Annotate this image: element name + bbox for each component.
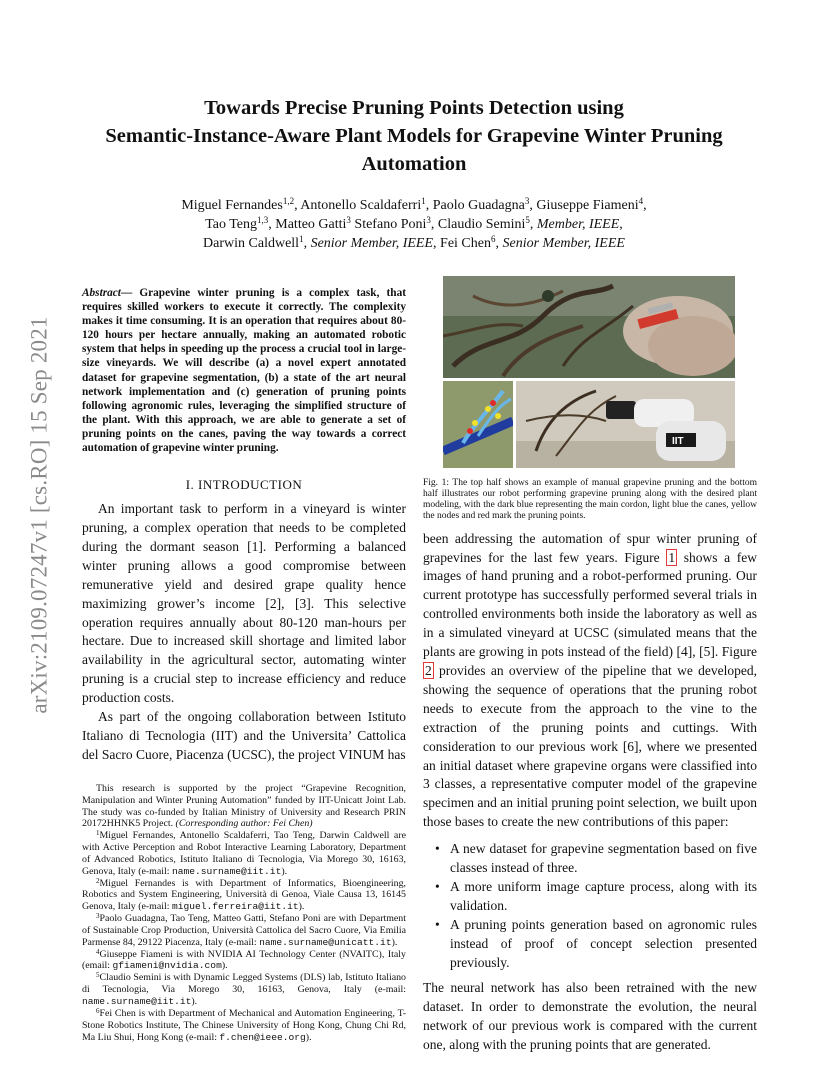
manual-pruning-photo [443, 276, 735, 378]
right-paragraph-1 [423, 530, 757, 833]
affiliation-mark: 3 [524, 196, 530, 206]
left-column [82, 286, 406, 1043]
footnote-text: ). [305, 1031, 312, 1043]
author-name: Stefano Poni [350, 217, 427, 232]
figure-reference-link[interactable]: 2 [425, 662, 432, 678]
author-name: , Fei Chen [433, 236, 491, 251]
email-address[interactable]: name.surname@iit.it [82, 996, 192, 1007]
footnotes [82, 783, 406, 1044]
robot-pruning-photo [516, 381, 735, 468]
affiliation-mark: 1 [299, 234, 304, 244]
affiliation-mark: 6 [490, 234, 496, 244]
affiliation-mark: 5 [525, 215, 530, 225]
footnote-text: Miguel Fernandes is with Department of Informatics, Bioengineering, Robotics and System Engineering, Università di Genoa, Viale Causa 13, 16145 Genova, Italy (e-mail: [82, 877, 406, 913]
footnote-text: ). [191, 996, 198, 1007]
right-column [423, 276, 757, 1055]
paper-title [60, 94, 768, 178]
title-line-3: Automation [361, 153, 467, 175]
footnote-text: Claudio Semini is with Dynamic Legged Systems (DLS) lab, Istituto Italiano di Tecnologia, Via Morego 30, 16163, Genova, Italy (e-mail: [82, 972, 406, 996]
footnote-6 [82, 1008, 406, 1044]
footnote-2 [82, 878, 406, 914]
author-name: Darwin Caldwell [203, 236, 300, 251]
footnote-text: ). [298, 901, 305, 913]
right-paragraph-2: The neural network has also been retrained with the new dataset. In order to demonstrate the evolution, the neural network of our previous work is compared with the current one, along with the pruning points that are generated. [423, 980, 757, 1053]
author-block [60, 196, 768, 253]
footnote-text: Fei Chen is with Department of Mechanical and Automation Engineering, T-Stone Robotics Institute, The Chinese University of Hong Kong, Chung Chi Rd, Ma Liu Shui, Hong Kong (e-mail: [82, 1007, 406, 1043]
author-name: Tao Teng [205, 217, 258, 232]
footnote-text: Giuseppe Fiameni is with NVIDIA AI Technology Center (NVAITC), Italy (email: [82, 948, 406, 972]
abstract-dash: — [120, 287, 133, 299]
ieee-grade: Senior Member, IEEE [310, 236, 434, 251]
arxiv-identifier-text: arXiv:2109.07247v1 [cs.RO] 15 Sep 2021 [27, 316, 53, 714]
email-address[interactable]: miguel.ferreira@iit.it [171, 901, 299, 913]
footnote-3 [82, 913, 406, 949]
author-name: , Claudio Semini [430, 217, 526, 232]
footnote-4 [82, 949, 406, 973]
list-item: • A pruning points generation based on agronomic rules instead of proof of concept selection presented previously. [423, 916, 757, 973]
affiliation-mark: 1,3 [257, 215, 269, 225]
affiliation-mark: 1,2 [282, 196, 295, 206]
footnote-text: ). [281, 865, 288, 877]
footnote-text: Miguel Fernandes, Antonello Scaldaferri, Tao Teng, Darwin Caldwell are with Active Perception and Robot Interactive Learning Laboratory, Department of Advanced Robotics, Istituto Italiano di Tecnologia, Via Morego 30, 16163, Genova, Italy (e-mail: [82, 830, 406, 877]
author-name: , Matteo Gatti [268, 217, 347, 232]
ieee-grade: Member, IEEE [536, 217, 620, 232]
author-line-2: Tao Teng$^{1,3}$, Matteo Gatti$^3$ Stefano Poni$^3$, Claudio Semini$^5$, Member, IEEE, [205, 215, 623, 232]
footnote-mark: 4 [96, 947, 100, 956]
affiliation-mark: 3 [426, 215, 431, 225]
intro-paragraph-2: As part of the ongoing collaboration between Istituto Italiano di Tecnologia (IIT) and the Universita’ Cattolica del Sacro Cuore, Piacenza (UCSC), the project VINUM has [82, 709, 406, 762]
footnote-text: ). [221, 960, 228, 972]
plant-model-drawing [443, 381, 513, 468]
email-address[interactable]: f.chen@ieee.org [219, 1031, 306, 1043]
footnote-text: This research is supported by the project “Grapevine Recognition, Manipulation and Winter Pruning Automation” funded by IIT-Unicatt Joint Lab. The study was co-funded by Italian Ministry of University and Research PRIN 20172HHNK5 Project. [82, 782, 406, 830]
list-item: • A more uniform image capture process, along with its validation. [423, 878, 757, 916]
figure-1 [443, 276, 735, 468]
title-line-1: Towards Precise Pruning Points Detection using [204, 97, 624, 119]
email-address[interactable]: gfiameni@nvidia.com [112, 960, 222, 972]
title-line-2: Semantic-Instance-Aware Plant Models for Grapevine Winter Pruning [105, 125, 723, 147]
author-line-1 [60, 196, 768, 215]
arxiv-identifier-stamp [20, 300, 60, 730]
punctuation: , [619, 217, 623, 232]
abstract-text: Grapevine winter pruning is a complex task, that requires skilled workers to execute it correctly. The complexity makes it time consuming. It is an operation that requires about 80-120 hours per hectare annually, making an automated robotic system that helps in speeding up the process a crucial tool in large-size vineyards. We will describe (a) a novel expert annotated dataset for grapevine segmentation, (b) a state of the art neural network implementation and (c) generation of pruning points following agronomic rules, leveraging the simplified structure of the plant. With this approach, we are able to generate a set of pruning points on the canes, paving the way towards a correct automation of grapevine winter pruning. [82, 287, 406, 455]
footnote-text: Paolo Guadagna, Tao Teng, Matteo Gatti, Stefano Poni are with Department of Sustainable Crop Production, Università Cattolica del Sacro Cuore, Via Emilia Parmense 84, 29122 Piacenza, Italy (e-mail: [82, 913, 406, 948]
paragraph-text: provides an overview of the pipeline that we developed, showing the sequence of operations that the pruning robot needs to execute from the approach to the vine to the extraction of the pruning points and cuttings. With consideration to our previous work [6], where we presented an initial dataset where grapevine organs were classified into 3 classes, a representative computer model of the grapevine specimen and an initial pruning point selection, we built upon those bases to create the new contributions of this paper: [423, 662, 757, 830]
robot-arm-drawing [516, 381, 735, 468]
list-item: • A new dataset for grapevine segmentation based on five classes instead of three. [423, 840, 757, 878]
paragraph-text: been addressing the automation of spur winter pruning of grapevines for the last few years. Figure [423, 530, 757, 565]
punctuation: , [643, 198, 647, 213]
section-heading-introduction: I. INTRODUCTION [185, 477, 303, 493]
footnote-mark: 5 [96, 971, 100, 980]
author-name: , Paolo Guadagna [425, 198, 525, 213]
footnote-funding [82, 783, 406, 830]
affiliation-mark: 1 [421, 196, 426, 206]
footnote-mark: 6 [96, 1006, 100, 1015]
abstract [82, 286, 406, 455]
vine-branches-drawing [443, 276, 735, 378]
footnote-mark: 2 [96, 876, 100, 885]
affiliation-mark: 4 [638, 196, 644, 206]
footnote-text: ). [391, 936, 398, 948]
email-address[interactable]: name.surname@unicatt.it [259, 936, 392, 948]
footnote-5 [82, 972, 406, 1008]
footnote-1 [82, 830, 406, 877]
paragraph-text: shows a few images of hand pruning and a robot-performed pruning. Our current prototype has successfully performed several trials in controlled environments both inside the laboratory as well as in a simulated vineyard at UCSC (simulated means that the plants are growing in pots instead of the field) [4], [5]. Figure [423, 549, 757, 660]
email-address[interactable]: name.surname@iit.it [171, 865, 282, 877]
footnote-mark: 3 [96, 912, 100, 921]
affiliation-mark: 3 [346, 215, 351, 225]
corresponding-author: (Corresponding author: Fei Chen) [175, 818, 313, 830]
author-name: , Giuseppe Fiameni [529, 198, 639, 213]
author-line-3: Darwin Caldwell$^1$, Senior Member, IEEE, Fei Chen$^6$, Senior Member, IEEE [203, 234, 625, 251]
author-name: Miguel Fernandes [181, 198, 283, 213]
ieee-grade: Senior Member, IEEE [502, 236, 625, 251]
robot-logo-text: IIT [672, 436, 684, 447]
figure-1-caption: Fig. 1: The top half shows an example of manual grapevine pruning and the bottom half illustrates our robot performing grapevine pruning along with the desired plant modeling, with the dark blue representing the main cordon, light blue the canes, yellow the nodes and red mark the pruning points. [423, 478, 757, 521]
abstract-label: Abstract [82, 287, 121, 299]
footnote-mark: 1 [96, 829, 100, 838]
figure-reference-link[interactable]: 1 [668, 549, 676, 565]
contribution-list [423, 840, 757, 972]
plant-model-photo [443, 381, 513, 468]
intro-paragraph-1: An important task to perform in a vineyard is winter pruning, a complex operation that needs to be completed during the dormant season [1]. Performing a balanced winter pruning allows a good compromise between remunerative yield and desired grape quality hence maximizing grower’s income [2], [3]. This selective operation requires annually about 80-120 man-hours per hectare. Due to increased skill shortage and limited labor availability in the agricultural sector, automating winter pruning is a crucial step to increase efficiency and reduce production costs. [82, 501, 406, 706]
author-name: , Antonello Scaldaferri [294, 198, 422, 213]
